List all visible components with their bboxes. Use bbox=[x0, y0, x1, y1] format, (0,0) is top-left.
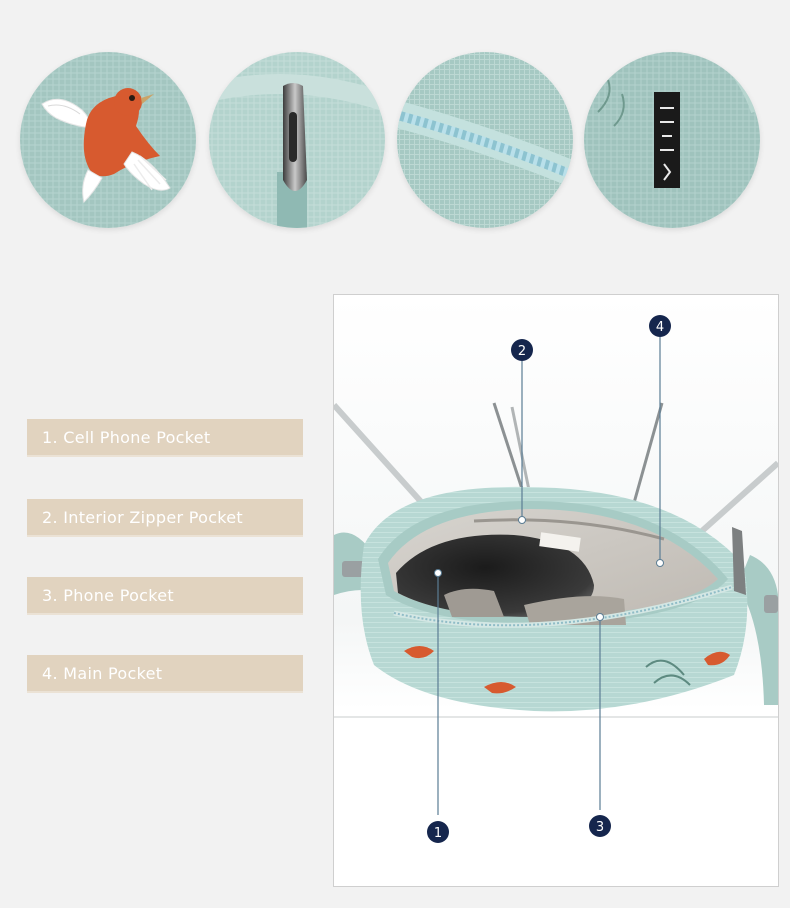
detail-zipper-pull-photo bbox=[209, 52, 385, 228]
bag-interior-photo bbox=[333, 294, 779, 887]
svg-text:1: 1 bbox=[433, 826, 443, 841]
pocket-label-1: 1. Cell Phone Pocket bbox=[27, 419, 303, 457]
svg-text:2: 2 bbox=[517, 344, 527, 359]
brand-tag-icon bbox=[584, 52, 760, 228]
detail-zipper-teeth-photo bbox=[397, 52, 573, 228]
svg-text:4: 4 bbox=[655, 320, 665, 335]
marker-3 bbox=[589, 815, 611, 837]
detail-brand-tag-photo bbox=[584, 52, 760, 228]
svg-text:3: 3 bbox=[595, 820, 605, 835]
pocket-label-2: 2. Interior Zipper Pocket bbox=[27, 499, 303, 537]
detail-embroidery-photo bbox=[20, 52, 196, 228]
zipper-pull-icon bbox=[209, 52, 385, 228]
marker-4 bbox=[649, 315, 671, 337]
pocket-label-4: 4. Main Pocket bbox=[27, 655, 303, 693]
pocket-label-3: 3. Phone Pocket bbox=[27, 577, 303, 615]
marker-2 bbox=[511, 339, 533, 361]
marker-1 bbox=[427, 821, 449, 843]
zipper-teeth-icon bbox=[397, 52, 573, 228]
embroidered-bird-icon bbox=[20, 52, 196, 228]
